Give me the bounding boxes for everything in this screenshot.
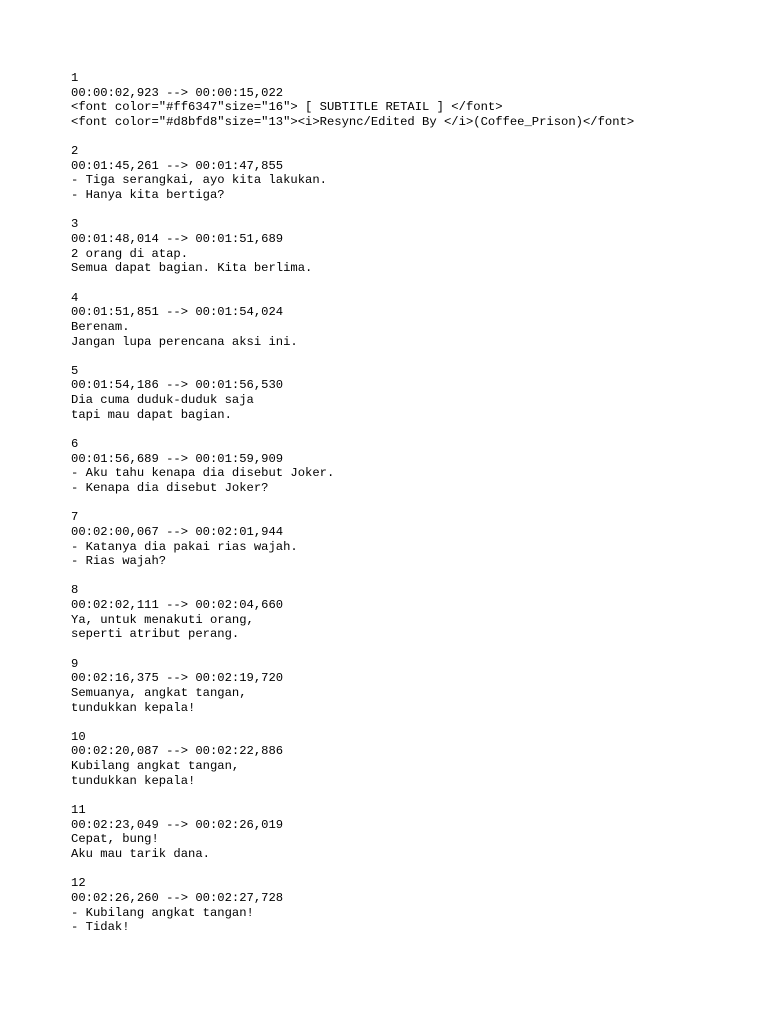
cue-timing: 00:02:23,049 --> 00:02:26,019: [71, 817, 284, 832]
subtitle-cue: [71, 217, 751, 276]
cue-text-line: <font color="#ff6347"size="16"> [ SUBTITLE RETAIL ] </font>: [71, 100, 503, 115]
cue-timing: 00:00:02,923 --> 00:00:15,022: [71, 85, 284, 100]
cue-index: 8: [71, 583, 79, 598]
cue-text-line: Semua dapat bagian. Kita berlima.: [71, 261, 313, 276]
subtitle-cue: [71, 583, 751, 642]
cue-index: 9: [71, 656, 79, 671]
cue-timing: 00:02:20,087 --> 00:02:22,886: [71, 744, 284, 759]
subtitle-cue: [71, 437, 751, 496]
cue-text-line: - Hanya kita bertiga?: [71, 188, 225, 203]
subtitle-cue: [71, 876, 751, 935]
cue-text-line: Ya, untuk menakuti orang,: [71, 612, 254, 627]
cue-text-line: - Kenapa dia disebut Joker?: [71, 480, 269, 495]
cue-text-line: - Tidak!: [71, 920, 130, 935]
subtitle-cue: [71, 71, 751, 130]
cue-text-line: - Tiga serangkai, ayo kita lakukan.: [71, 173, 327, 188]
cue-index: 6: [71, 437, 79, 452]
cue-index: 10: [71, 729, 86, 744]
cue-index: 1: [71, 71, 79, 85]
cue-text-line: Jangan lupa perencana aksi ini.: [71, 334, 298, 349]
cue-text-line: Cepat, bung!: [71, 832, 159, 847]
cue-timing: 00:01:48,014 --> 00:01:51,689: [71, 232, 284, 247]
subtitle-cue: [71, 657, 751, 716]
cue-index: 4: [71, 290, 79, 305]
cue-timing: 00:02:26,260 --> 00:02:27,728: [71, 890, 284, 905]
cue-text-line: <font color="#d8bfd8"size="13"><i>Resync/Edited By </i>(Coffee_Prison)</font>: [71, 114, 635, 129]
cue-timing: 00:02:00,067 --> 00:02:01,944: [71, 524, 284, 539]
cue-index: 2: [71, 144, 79, 159]
cue-text-line: tundukkan kepala!: [71, 700, 196, 715]
subtitle-cue: [71, 364, 751, 423]
subtitle-cue: [71, 730, 751, 789]
cue-index: 7: [71, 510, 79, 525]
subtitle-cue: [71, 510, 751, 569]
cue-text-line: - Aku tahu kenapa dia disebut Joker.: [71, 466, 335, 481]
cue-text-line: Kubilang angkat tangan,: [71, 759, 240, 774]
cue-index: 5: [71, 363, 79, 378]
cue-timing: 00:01:51,851 --> 00:01:54,024: [71, 305, 284, 320]
cue-text-line: Berenam.: [71, 319, 130, 334]
cue-timing: 00:02:16,375 --> 00:02:19,720: [71, 671, 284, 686]
subtitle-document: [71, 71, 751, 949]
cue-text-line: Aku mau tarik dana.: [71, 846, 210, 861]
cue-text-line: seperti atribut perang.: [71, 627, 240, 642]
cue-timing: 00:01:56,689 --> 00:01:59,909: [71, 451, 284, 466]
cue-index: 3: [71, 217, 79, 232]
cue-timing: 00:02:02,111 --> 00:02:04,660: [71, 598, 284, 613]
cue-timing: 00:01:45,261 --> 00:01:47,855: [71, 158, 284, 173]
cue-text-line: Semuanya, angkat tangan,: [71, 685, 247, 700]
cue-text-line: - Kubilang angkat tangan!: [71, 905, 254, 920]
cue-index: 12: [71, 876, 86, 891]
cue-text-line: - Katanya dia pakai rias wajah.: [71, 539, 298, 554]
cue-text-line: Dia cuma duduk-duduk saja: [71, 393, 254, 408]
subtitle-cue: [71, 291, 751, 350]
cue-text-line: tapi mau dapat bagian.: [71, 407, 232, 422]
cue-index: 11: [71, 803, 86, 818]
subtitle-cue: [71, 144, 751, 203]
cue-text-line: 2 orang di atap.: [71, 246, 189, 261]
cue-timing: 00:01:54,186 --> 00:01:56,530: [71, 378, 284, 393]
cue-text-line: - Rias wajah?: [71, 554, 167, 569]
subtitle-cue: [71, 803, 751, 862]
cue-text-line: tundukkan kepala!: [71, 773, 196, 788]
